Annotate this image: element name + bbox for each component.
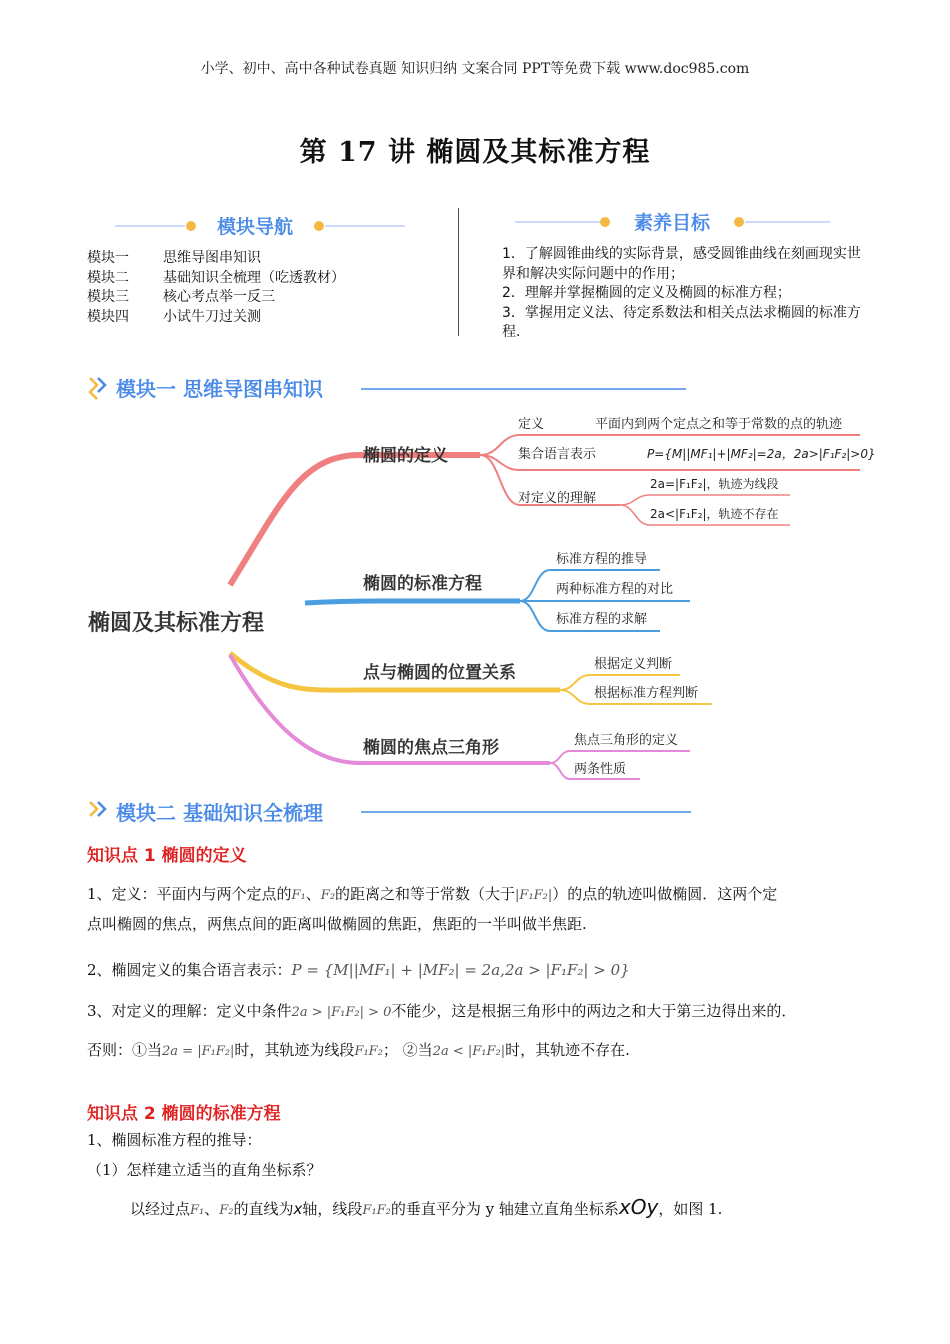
mind-map: [80, 405, 880, 790]
kp1-definition: 1、定义：平面内与两个定点的F₁、F₂的距离之和等于常数（大于|F₁F₂|）的点的轨迹叫做椭圆．这两个定: [87, 885, 778, 903]
mindmap-node: 根据定义判断: [594, 657, 673, 672]
goals-list: [502, 245, 874, 343]
mindmap-root: 椭圆及其标准方程: [88, 611, 265, 636]
page-title: 第 17 讲 椭圆及其标准方程: [299, 137, 651, 168]
module2-heading: 模块二 基础知识全梳理: [116, 801, 323, 825]
mindmap-node: 两条性质: [574, 762, 627, 777]
kp1-title: 知识点 1 椭圆的定义: [87, 846, 247, 866]
kp1-otherwise: 否则：①当2a = |F₁F₂|时，其轨迹为线段F₁F₂； ②当2a < |F₁F₂|时，其轨迹不存在.: [87, 1041, 630, 1059]
mindmap-node: 定义: [518, 417, 545, 432]
chevron-icon: [90, 378, 97, 399]
goal-item: 3．掌握用定义法、待定系数法和相关点法求椭圆的标准方程.: [502, 304, 861, 340]
chevron-icon: [98, 378, 105, 392]
kp2-title: 知识点 2 椭圆的标准方程: [87, 1104, 281, 1124]
branch-line: [230, 455, 480, 585]
dot-icon: [734, 217, 744, 227]
kp2-line1: 1、椭圆标准方程的推导：: [87, 1131, 262, 1149]
goal-item: 1．了解圆锥曲线的实际背景，感受圆锥曲线在刻画现实世界和解决实际问题中的作用；: [502, 246, 861, 282]
branch-line: [305, 601, 520, 603]
goals-heading: 素养目标: [633, 212, 711, 234]
mindmap-node: 集合语言表示: [518, 447, 597, 462]
nav-item: 模块三 核心考点举一反三: [87, 289, 275, 305]
module-nav-list: [87, 249, 345, 327]
mindmap-leaf: 2a=|F₁F₂|，轨迹为线段: [650, 477, 779, 491]
branch-focal-triangle: 椭圆的焦点三角形: [363, 738, 499, 758]
branch-definition: 椭圆的定义: [363, 446, 448, 466]
nav-item: 模块四 小试牛刀过关测: [87, 308, 261, 325]
chevron-icon: [90, 802, 97, 816]
nav-heading-decoration: [95, 208, 425, 244]
mindmap-node: 根据标准方程判断: [594, 686, 699, 701]
kp1-definition-cont: 点叫椭圆的焦点，两焦点间的距离叫做椭圆的焦距，焦距的一半叫做半焦距.: [87, 915, 587, 933]
dot-icon: [600, 217, 610, 227]
module1-heading: 模块一 思维导图串知识: [116, 377, 323, 401]
mindmap-node: 焦点三角形的定义: [574, 733, 679, 748]
kp2-line2: （1）怎样建立适当的直角坐标系？: [87, 1161, 322, 1179]
branch-standard-eq: 椭圆的标准方程: [363, 574, 482, 594]
nav-item: 模块一 思维导图串知识: [87, 250, 261, 266]
module2-heading-bar: [86, 796, 696, 830]
nav-heading: 模块导航: [216, 216, 294, 238]
kp2-line3: 以经过点F₁、F₂的直线为x轴，线段F₁F₂的垂直平分为 y 轴建立直角坐标系xOy，如图 1.: [130, 1195, 723, 1219]
goals-heading-decoration: [505, 204, 845, 240]
branch-position: 点与椭圆的位置关系: [363, 663, 516, 683]
mindmap-leaf: 2a<|F₁F₂|，轨迹不存在: [650, 507, 779, 521]
column-divider: [458, 208, 459, 336]
mindmap-node: 标准方程的求解: [556, 612, 648, 627]
site-header: 小学、初中、高中各种试卷真题 知识归纳 文案合同 PPT等免费下载 www.doc985.com: [200, 61, 750, 77]
mindmap-leaf: P={M||MF₁|+|MF₂|=2a，2a>|F₁F₂|>0}: [647, 447, 876, 461]
goal-item: 2．理解并掌握椭圆的定义及椭圆的标准方程；: [502, 285, 791, 301]
dot-icon: [314, 221, 324, 231]
mindmap-node: 标准方程的推导: [556, 552, 648, 567]
nav-item: 模块二 基础知识全梳理（吃透教材）: [87, 269, 345, 286]
kp1-understanding: 3、对定义的理解：定义中条件2a > |F₁F₂| > 0不能少，这是根据三角形中的两边之和大于第三边得出来的．: [87, 1002, 797, 1020]
dot-icon: [186, 221, 196, 231]
mindmap-leaf: 平面内到两个定点之和等于常数的点的轨迹: [595, 417, 843, 432]
kp1-set-language: 2、椭圆定义的集合语言表示：P = {M||MF₁| + |MF₂| = 2a,2a > |F₁F₂| > 0}: [87, 961, 630, 979]
mindmap-node: 两种标准方程的对比: [556, 582, 674, 597]
module1-heading-bar: [86, 372, 686, 406]
mindmap-node: 对定义的理解: [518, 491, 597, 506]
chevron-icon: [98, 802, 105, 816]
